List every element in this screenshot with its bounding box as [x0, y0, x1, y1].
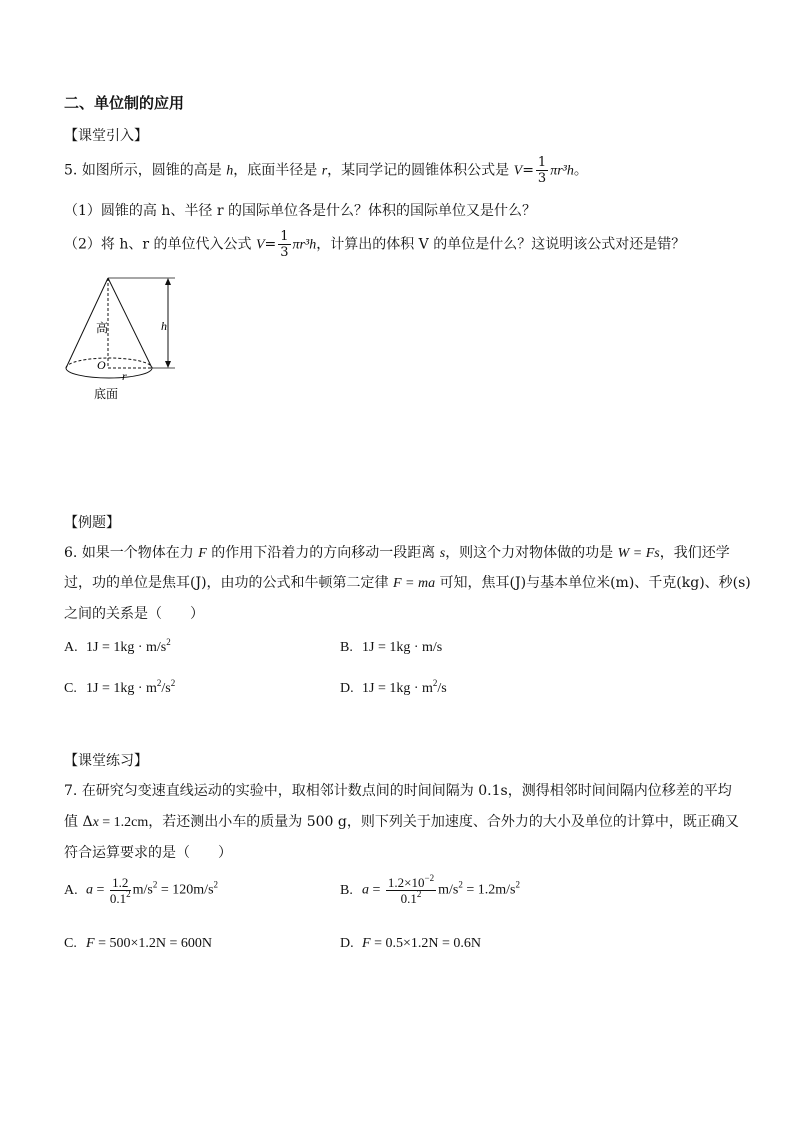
- q6-line2-b: 可知，焦耳(J)与基本单位米(m)、千克(kg)、秒(s): [435, 575, 751, 591]
- label-base: 底面: [94, 387, 119, 401]
- equals: =: [93, 882, 108, 898]
- option-C[interactable]: [64, 678, 176, 697]
- option-D[interactable]: [340, 936, 481, 952]
- label-O: O: [97, 358, 106, 372]
- question-7-line3: 符合运算要求的是（ ）: [64, 845, 232, 861]
- q6-text-d: ，我们还学: [659, 545, 730, 561]
- intro-header: 【课堂引入】: [64, 128, 148, 144]
- question-6-line2: [64, 572, 751, 592]
- fraction-one-third: $\frac{1}{3}$: [280, 229, 289, 260]
- q7-line2-c: ，若还测出小车的质量为 500 g，则下列关于加速度、合外力的大小及单位的计算中，既正确又: [148, 814, 739, 830]
- cone-right-side: [108, 278, 152, 368]
- q5-sub2-b: ，计算出的体积 V 的单位是什么？这说明该公式对还是错？: [316, 236, 686, 253]
- fraction-one-third: $\frac{1}{3}$: [537, 155, 547, 186]
- option-tail: /s: [437, 681, 447, 696]
- fraction: $\frac{1.2}{0.1^2}$: [109, 875, 131, 906]
- option-letter: B.: [340, 882, 353, 898]
- var-s: s: [439, 546, 446, 561]
- practice-header: 【课堂练习】: [64, 753, 148, 769]
- var-F: F: [86, 936, 95, 951]
- label-r: r: [122, 369, 127, 383]
- q6-text-c: ，则这个力对物体做的功是: [445, 545, 618, 561]
- formula-tail: πr³h: [292, 237, 317, 253]
- option-letter: A.: [64, 640, 78, 655]
- result: = 1.2m/s: [462, 882, 516, 898]
- question-6-line3: 之间的关系是（ ）: [64, 606, 204, 622]
- work-formula: W = Fs: [617, 546, 660, 561]
- option-text: 1J = 1kg · m/s: [86, 640, 167, 655]
- period: 。: [573, 162, 588, 179]
- question-number: 6.: [64, 545, 78, 561]
- base-front-arc: [66, 368, 152, 378]
- option-A[interactable]: [64, 876, 218, 905]
- var-a: a: [86, 882, 93, 898]
- var-V: V: [513, 163, 523, 179]
- q6-text-b: 的作用下沿着力的方向移动一段距离: [206, 545, 440, 561]
- question-7-line2: [64, 811, 739, 831]
- var-F: F: [362, 936, 371, 951]
- dim-arrow-top: [165, 278, 171, 285]
- q5-text-b: ，底面半径是: [233, 162, 322, 179]
- unit: m/s: [438, 882, 459, 898]
- option-letter: D.: [340, 681, 354, 696]
- question-5-sub1: （1）圆锥的高 h、半径 r 的国际单位各是什么？体积的国际单位又是什么？: [64, 203, 536, 219]
- option-sup: 2: [156, 678, 162, 688]
- q7-line2-a: 值 Δ: [64, 814, 93, 830]
- option-sup: 2: [166, 637, 171, 647]
- q7-line2-b: = 1.2cm: [98, 815, 149, 830]
- section-title: 二、单位制的应用: [64, 94, 185, 112]
- option-D[interactable]: [340, 678, 447, 697]
- option-text: 1J = 1kg · m: [86, 681, 157, 696]
- newton-formula: F = ma: [393, 576, 436, 591]
- var-a: a: [362, 882, 369, 898]
- equals: =: [369, 882, 384, 898]
- dim-arrow-bottom: [165, 361, 171, 368]
- q5-sub2-a: （2）将 h、r 的单位代入公式: [64, 236, 256, 253]
- var-F: F: [198, 546, 207, 561]
- label-height: 高: [96, 321, 109, 335]
- option-B[interactable]: [340, 873, 520, 906]
- example-header: 【例题】: [64, 515, 120, 531]
- formula-tail: πr³h: [550, 163, 574, 179]
- result-sup: 2: [213, 879, 219, 890]
- option-text: = 0.5×1.2N = 0.6N: [370, 936, 481, 951]
- unit: m/s: [132, 882, 153, 898]
- equals: =: [522, 162, 534, 179]
- option-letter: C.: [64, 936, 77, 951]
- option-text: = 500×1.2N = 600N: [94, 936, 212, 951]
- option-B[interactable]: [340, 640, 442, 656]
- unit-sup: 2: [152, 879, 158, 890]
- var-h: h: [226, 163, 234, 179]
- equals: =: [264, 236, 277, 253]
- base-back-arc: [66, 358, 152, 368]
- unit-sup: 2: [458, 879, 463, 890]
- q6-line2-a: 过，功的单位是焦耳(J)，由功的公式和牛顿第二定律: [64, 575, 393, 591]
- option-sup: 2: [432, 678, 438, 688]
- label-h: h: [161, 319, 167, 333]
- question-5-sub2: [64, 230, 685, 259]
- question-number: 5.: [64, 162, 78, 179]
- option-tail: /s: [161, 681, 171, 696]
- var-x: x: [92, 815, 99, 830]
- option-C[interactable]: [64, 936, 212, 952]
- option-letter: C.: [64, 681, 77, 696]
- cone-figure: [60, 272, 190, 404]
- option-letter: D.: [340, 936, 354, 951]
- var-r: r: [321, 163, 328, 179]
- result-sup: 2: [515, 879, 520, 890]
- option-letter: A.: [64, 882, 78, 898]
- option-sup2: 2: [170, 678, 176, 688]
- fraction: $\frac{1.2\times 10^{-2}}{0.1^2}$: [387, 873, 435, 906]
- option-letter: B.: [340, 640, 353, 655]
- result: = 120m/s: [157, 882, 214, 898]
- question-7-line1: [64, 780, 732, 800]
- q5-text-c: ，某同学记的圆锥体积公式是: [327, 162, 514, 179]
- q6-text-a: 如果一个物体在力: [81, 545, 199, 561]
- question-6-line1: [64, 542, 730, 562]
- question-5-line: [64, 156, 588, 185]
- option-A[interactable]: [64, 637, 171, 656]
- option-text: 1J = 1kg · m: [362, 681, 433, 696]
- q7-line1-text: 在研究匀变速直线运动的实验中，取相邻计数点间的时间间隔为 0.1s，测得相邻时间间隔内位移差的平均: [81, 783, 732, 799]
- q5-text-a: 如图所示，圆锥的高是: [81, 162, 227, 179]
- option-text: 1J = 1kg · m/s: [362, 640, 443, 655]
- question-number: 7.: [64, 783, 78, 799]
- var-V: V: [255, 237, 265, 253]
